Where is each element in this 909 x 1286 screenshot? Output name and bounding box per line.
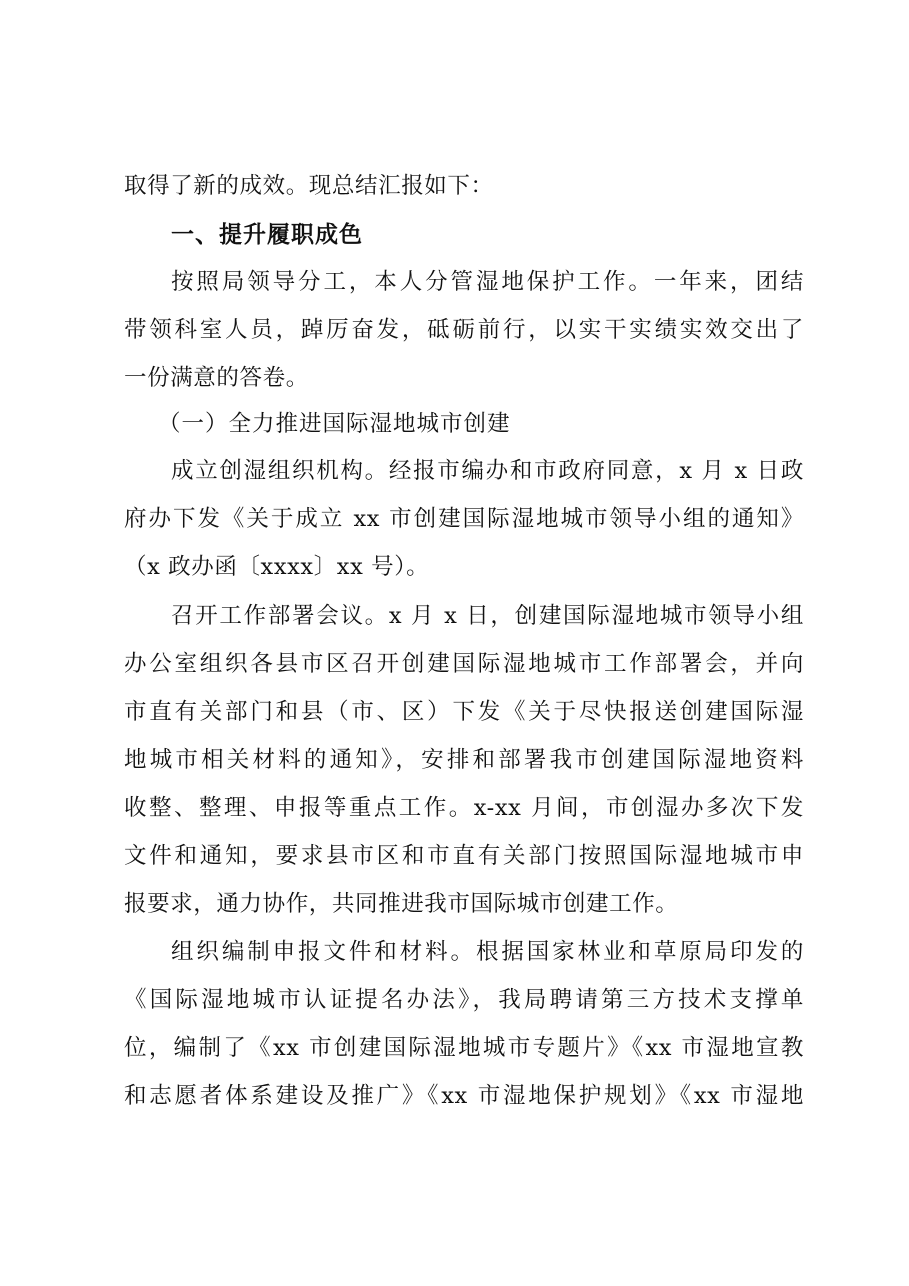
paragraph-line: 收整、整理、申报等重点工作。x-xx 月间，市创湿办多次下发 (124, 795, 804, 821)
subsection-heading: （一）全力推进国际湿地城市创建 (158, 411, 511, 437)
section-heading: 一、提升履职成色 (171, 222, 363, 248)
paragraph-line: 报要求，通力协作，共同推进我市国际城市创建工作。 (124, 891, 679, 917)
paragraph-line: 《国际湿地城市认证提名办法》，我局聘请第三方技术支撑单 (124, 987, 804, 1013)
paragraph-line: 位，编制了《xx 市创建国际湿地城市专题片》《xx 市湿地宣教 (124, 1035, 804, 1061)
paragraph-line: 按照局领导分工，本人分管湿地保护工作。一年来，团结 (171, 269, 804, 295)
paragraph-line: 组织编制申报文件和材料。根据国家林业和草原局印发的 (171, 939, 804, 965)
intro-line: 取得了新的成效。现总结汇报如下： (124, 173, 494, 199)
paragraph-line: 地城市相关材料的通知》，安排和部署我市创建国际湿地资料 (124, 747, 804, 773)
paragraph-line: 文件和通知，要求县市区和市直有关部门按照国际湿地城市申 (124, 843, 804, 869)
paragraph-line: 和志愿者体系建设及推广》《xx 市湿地保护规划》《xx 市湿地 (124, 1083, 804, 1109)
paragraph-line: 办公室组织各县市区召开创建国际湿地城市工作部署会，并向 (124, 651, 804, 677)
paragraph-line: 府办下发《关于成立 xx 市创建国际湿地城市领导小组的通知》 (124, 506, 804, 532)
paragraph-line: 一份满意的答卷。 (124, 365, 309, 391)
paragraph-line: 召开工作部署会议。x 月 x 日，创建国际湿地城市领导小组 (171, 603, 804, 629)
paragraph-line: （x 政办函〔xxxx〕xx 号）。 (124, 554, 430, 580)
paragraph-line: 带领科室人员，踔厉奋发，砥砺前行，以实干实绩实效交出了 (124, 317, 804, 343)
paragraph-line: 市直有关部门和县（市、区）下发《关于尽快报送创建国际湿 (124, 699, 804, 725)
paragraph-line: 成立创湿组织机构。经报市编办和市政府同意，x 月 x 日政 (171, 458, 804, 484)
